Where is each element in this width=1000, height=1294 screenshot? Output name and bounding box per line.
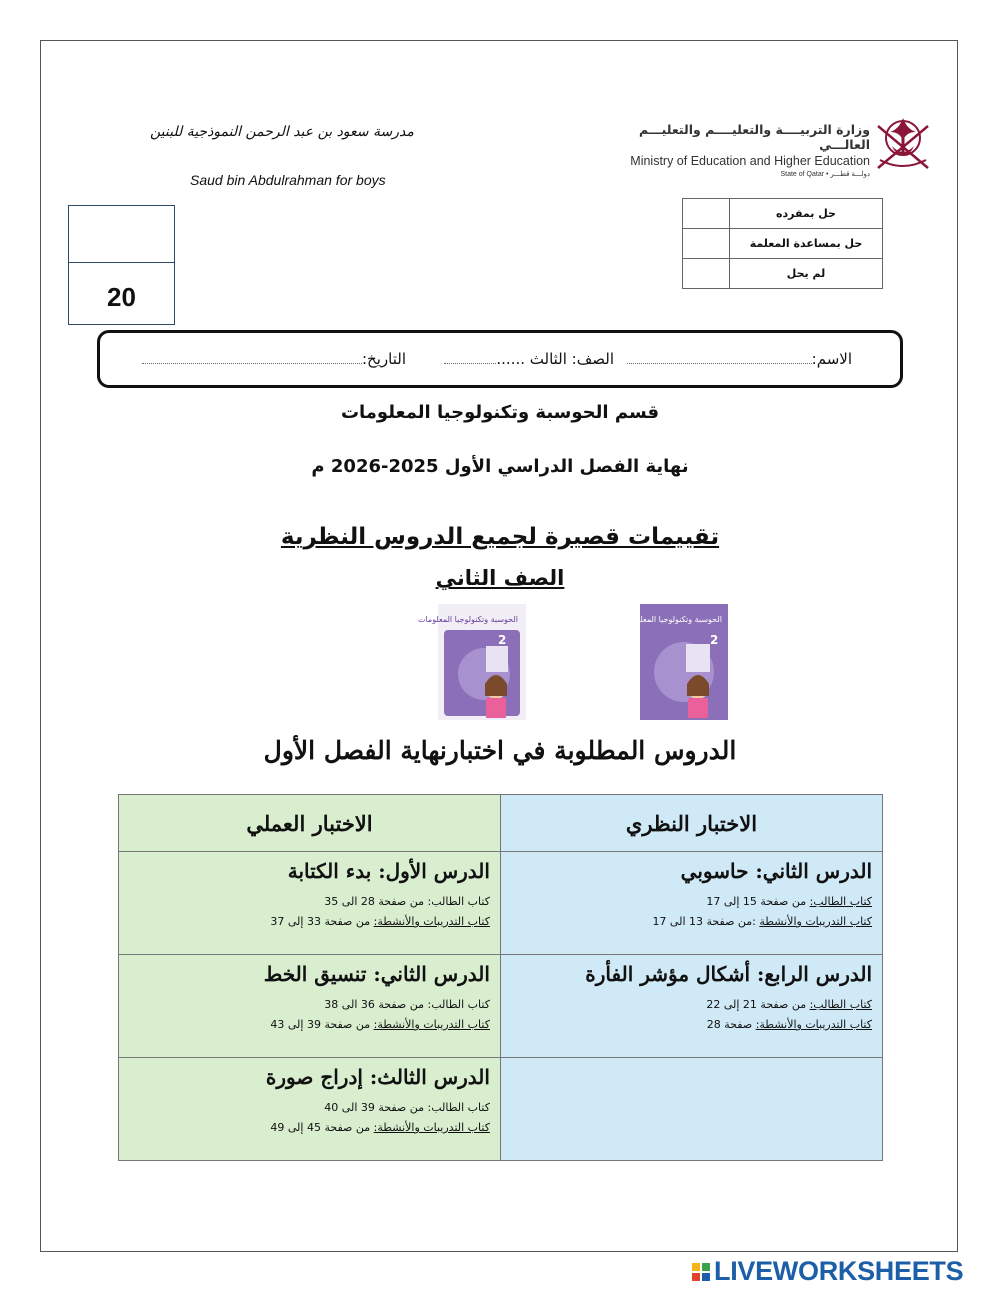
required-lessons-title: الدروس المطلوبة في اختبارنهاية الفصل الأول xyxy=(263,736,737,765)
theory-cell xyxy=(500,955,882,1058)
theory-cell xyxy=(500,852,882,955)
activities-book-cover-icon xyxy=(621,604,728,720)
activities-book-ref xyxy=(511,1018,872,1031)
activities-book-ref xyxy=(129,1018,490,1031)
activities-book-pages: من صفحة 45 إلى 49 xyxy=(270,1121,374,1134)
ministry-name-arabic: وزارة التربيــــة والتعليــــم والتعليـــم العالـــي xyxy=(639,122,870,152)
score-total: 20 xyxy=(107,282,136,312)
student-book-label: كتاب الطالب: xyxy=(809,895,872,908)
activities-book-label: كتاب التدريبات والأنشطة: xyxy=(373,1018,490,1031)
assessment-label: حل بمساعدة المعلمة xyxy=(730,229,883,259)
liveworksheets-logo-text: LIVEWORKSHEETS xyxy=(714,1256,964,1286)
student-book-ref xyxy=(129,1101,490,1114)
lesson-name: الدرس الرابع: أشكال مؤشر الفأرة xyxy=(585,962,872,986)
activities-book-pages: من صفحة 33 إلى 37 xyxy=(270,915,374,928)
table-row xyxy=(119,1058,883,1161)
assessment-checkbox[interactable] xyxy=(683,199,730,229)
student-book-pages: من صفحة 36 الى 38 xyxy=(324,998,428,1011)
assessment-checkbox[interactable] xyxy=(683,229,730,259)
assessment-row xyxy=(683,199,883,229)
student-book-label: كتاب الطالب: xyxy=(809,998,872,1011)
state-of-qatar: State of Qatar • دولـــة قطـــر xyxy=(780,171,870,178)
date-field[interactable] xyxy=(142,350,406,368)
student-book-cover-icon xyxy=(417,604,526,720)
assessment-row xyxy=(683,259,883,289)
student-book-pages: من صفحة 28 الى 35 xyxy=(324,895,428,908)
activities-book-pages: من صفحة 39 إلى 43 xyxy=(270,1018,374,1031)
term-title: نهاية الفصل الدراسي الأول 2025-2026 م xyxy=(311,456,689,477)
class-field xyxy=(444,350,614,368)
student-info-bar xyxy=(97,330,903,388)
liveworksheets-grid-icon xyxy=(692,1263,710,1281)
practical-cell xyxy=(119,852,501,955)
lesson-name: الدرس الثالث: إدراج صورة xyxy=(265,1065,490,1089)
student-book-ref xyxy=(129,895,490,908)
student-book-ref xyxy=(511,895,872,908)
school-name-english: Saud bin Abdulrahman for boys xyxy=(190,172,386,188)
assessment-row xyxy=(683,229,883,259)
book-grade-number: 2 xyxy=(710,633,719,647)
theory-exam-header: الاختبار النظري xyxy=(500,795,882,852)
assessment-label: حل بمفرده xyxy=(730,199,883,229)
activities-book-pages: صفحة 28 xyxy=(706,1018,756,1031)
table-row xyxy=(119,955,883,1058)
assessment-label: لم يحل xyxy=(730,259,883,289)
activities-book-pages: :من صفحة 13 الى 17 xyxy=(652,915,760,928)
student-book-pages: من صفحة 39 الى 40 xyxy=(324,1101,428,1114)
name-blank[interactable] xyxy=(627,353,812,364)
lesson-name: الدرس الثاني: تنسيق الخط xyxy=(263,962,490,986)
student-book-label: كتاب الطالب: xyxy=(427,1101,490,1114)
practical-cell xyxy=(119,955,501,1058)
assessments-title: تقييمات قصيرة لجميع الدروس النظرية xyxy=(280,524,720,550)
date-label: التاريخ: xyxy=(362,350,406,368)
book-title-text: الحوسبة وتكنولوجيا المعلومات xyxy=(417,615,518,624)
student-book-label: كتاب الطالب: xyxy=(427,895,490,908)
liveworksheets-logo[interactable] xyxy=(692,1256,963,1287)
activities-book-label: كتاب التدريبات والأنشطة: xyxy=(755,1018,872,1031)
table-header-row xyxy=(119,795,883,852)
ministry-header xyxy=(620,122,870,178)
student-book-ref xyxy=(511,998,872,1011)
activities-book-label: كتاب التدريبات والأنشطة: xyxy=(373,1121,490,1134)
activities-book-ref xyxy=(129,1121,490,1134)
student-book-pages: من صفحة 21 إلى 22 xyxy=(706,998,810,1011)
assessment-checkbox[interactable] xyxy=(683,259,730,289)
lessons-table xyxy=(118,794,883,1161)
name-label: الاسم: xyxy=(811,350,852,368)
score-box xyxy=(68,205,175,325)
school-name-arabic: مدرسة سعود بن عبد الرحمن النموذجية للبنين xyxy=(150,124,414,140)
lesson-name: الدرس الثاني: حاسوبي xyxy=(680,859,872,883)
student-book-pages: من صفحة 15 إلى 17 xyxy=(706,895,810,908)
class-blank[interactable] xyxy=(444,353,496,364)
practical-exam-header: الاختبار العملي xyxy=(119,795,501,852)
lesson-name: الدرس الأول: بدء الكتابة xyxy=(287,859,490,883)
date-blank[interactable] xyxy=(142,353,362,364)
student-book-label: كتاب الطالب: xyxy=(427,998,490,1011)
department-title: قسم الحوسبة وتكنولوجيا المعلومات xyxy=(340,402,660,423)
book-grade-number: 2 xyxy=(498,633,507,647)
activities-book-label: كتاب التدريبات والأنشطة: xyxy=(373,915,490,928)
score-divider xyxy=(69,262,174,263)
name-field[interactable] xyxy=(627,350,852,368)
qatar-emblem-icon xyxy=(872,108,934,174)
grade-title: الصف الثاني xyxy=(435,566,565,590)
book-title-text: الحوسبة وتكنولوجيا المعلومات xyxy=(621,615,722,624)
ministry-name-english: Ministry of Education and Higher Education xyxy=(630,154,870,168)
activities-book-label: كتاب التدريبات والأنشطة xyxy=(759,915,872,928)
activities-book-ref xyxy=(129,915,490,928)
class-label: الصف: الثالث ...... xyxy=(496,350,614,368)
theory-cell-empty xyxy=(500,1058,882,1161)
assessment-table xyxy=(682,198,883,289)
student-book-ref xyxy=(129,998,490,1011)
practical-cell xyxy=(119,1058,501,1161)
activities-book-ref xyxy=(511,915,872,928)
table-row xyxy=(119,852,883,955)
